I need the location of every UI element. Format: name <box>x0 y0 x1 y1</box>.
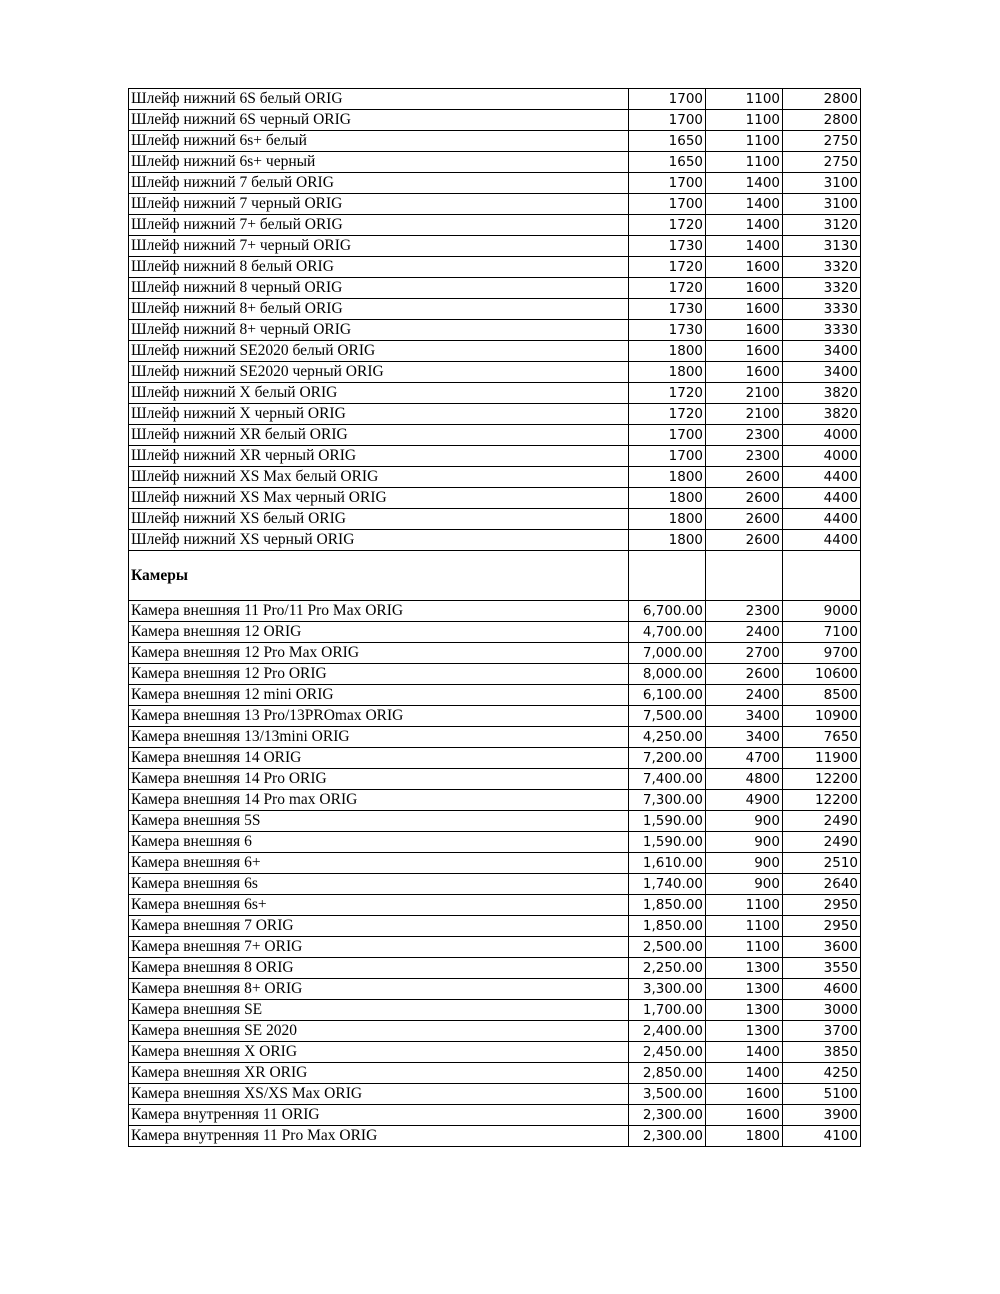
price-total-cell: 3820 <box>783 383 861 404</box>
price-2-cell: 900 <box>706 874 783 895</box>
item-name-cell: Камера внешняя 8 ORIG <box>129 958 629 979</box>
price-1-cell: 3,500.00 <box>629 1084 706 1105</box>
table-row <box>129 362 861 383</box>
item-name-cell: Шлейф нижний XS белый ORIG <box>129 509 629 530</box>
price-total-cell: 8500 <box>783 685 861 706</box>
price-2-cell: 2300 <box>706 446 783 467</box>
item-name-cell: Камера внешняя 12 ORIG <box>129 622 629 643</box>
price-1-cell: 1720 <box>629 215 706 236</box>
table-row <box>129 1126 861 1147</box>
price-1-cell: 6,700.00 <box>629 601 706 622</box>
item-name-cell: Шлейф нижний XS черный ORIG <box>129 530 629 551</box>
item-name-cell: Камера внешняя SE <box>129 1000 629 1021</box>
price-total-cell: 4250 <box>783 1063 861 1084</box>
table-row <box>129 916 861 937</box>
price-2-cell: 2100 <box>706 404 783 425</box>
price-2-cell: 1400 <box>706 1042 783 1063</box>
item-name-cell: Шлейф нижний 6S черный ORIG <box>129 110 629 131</box>
table-row <box>129 215 861 236</box>
price-2-cell: 1100 <box>706 937 783 958</box>
price-total-cell: 2510 <box>783 853 861 874</box>
section-header-row <box>129 551 861 601</box>
price-2-cell: 4700 <box>706 748 783 769</box>
table-row <box>129 110 861 131</box>
price-2-cell: 2100 <box>706 383 783 404</box>
item-name-cell: Шлейф нижний 8+ белый ORIG <box>129 299 629 320</box>
price-1-cell: 1,610.00 <box>629 853 706 874</box>
item-name-cell: Камера внешняя 5S <box>129 811 629 832</box>
table-row <box>129 278 861 299</box>
price-2-cell: 2700 <box>706 643 783 664</box>
price-2-cell: 2400 <box>706 685 783 706</box>
item-name-cell: Шлейф нижний 6s+ черный <box>129 152 629 173</box>
item-name-cell: Камера внешняя 14 ORIG <box>129 748 629 769</box>
price-total-cell: 4000 <box>783 446 861 467</box>
price-total-cell: 2800 <box>783 110 861 131</box>
table-row <box>129 1063 861 1084</box>
item-name-cell: Камера внешняя X ORIG <box>129 1042 629 1063</box>
price-2-cell: 1800 <box>706 1126 783 1147</box>
table-row <box>129 643 861 664</box>
price-2-cell: 1600 <box>706 299 783 320</box>
price-2-cell: 1400 <box>706 215 783 236</box>
table-row <box>129 601 861 622</box>
item-name-cell: Камера внешняя XR ORIG <box>129 1063 629 1084</box>
item-name-cell: Шлейф нижний 7 черный ORIG <box>129 194 629 215</box>
price-2-cell: 3400 <box>706 727 783 748</box>
item-name-cell: Камера внешняя 12 mini ORIG <box>129 685 629 706</box>
price-total-cell: 10900 <box>783 706 861 727</box>
price-total-cell: 9700 <box>783 643 861 664</box>
price-1-cell: 2,300.00 <box>629 1105 706 1126</box>
price-1-cell: 1,590.00 <box>629 811 706 832</box>
price-total-cell: 3600 <box>783 937 861 958</box>
item-name-cell: Шлейф нижний 8 черный ORIG <box>129 278 629 299</box>
price-2-cell: 2400 <box>706 622 783 643</box>
price-total-cell: 12200 <box>783 790 861 811</box>
price-1-cell: 1800 <box>629 467 706 488</box>
price-total-cell: 2950 <box>783 916 861 937</box>
price-1-cell: 7,300.00 <box>629 790 706 811</box>
price-total-cell: 3320 <box>783 278 861 299</box>
table-row <box>129 895 861 916</box>
price-2-cell: 2600 <box>706 664 783 685</box>
price-1-cell: 7,500.00 <box>629 706 706 727</box>
item-name-cell: Камера внешняя 11 Pro/11 Pro Max ORIG <box>129 601 629 622</box>
price-1-cell: 1730 <box>629 236 706 257</box>
item-name-cell: Шлейф нижний 8 белый ORIG <box>129 257 629 278</box>
price-2-cell: 1600 <box>706 320 783 341</box>
price-2-cell: 1600 <box>706 257 783 278</box>
table-row <box>129 1000 861 1021</box>
price-1-cell: 1800 <box>629 488 706 509</box>
table-row <box>129 425 861 446</box>
price-1-cell: 2,250.00 <box>629 958 706 979</box>
item-name-cell: Камера внешняя SE 2020 <box>129 1021 629 1042</box>
price-2-cell: 2300 <box>706 425 783 446</box>
item-name-cell: Шлейф нижний SE2020 черный ORIG <box>129 362 629 383</box>
price-1-cell: 1800 <box>629 509 706 530</box>
item-name-cell: Камера внешняя 12 Pro Max ORIG <box>129 643 629 664</box>
price-1-cell: 1,740.00 <box>629 874 706 895</box>
item-name-cell: Камера внешняя XS/XS Max ORIG <box>129 1084 629 1105</box>
price-1-cell: 1650 <box>629 152 706 173</box>
price-1-cell: 1730 <box>629 299 706 320</box>
price-total-cell: 2640 <box>783 874 861 895</box>
price-total-cell: 3700 <box>783 1021 861 1042</box>
price-2-cell: 1100 <box>706 131 783 152</box>
price-1-cell: 2,400.00 <box>629 1021 706 1042</box>
item-name-cell: Шлейф нижний XS Max белый ORIG <box>129 467 629 488</box>
item-name-cell: Камера внешняя 6+ <box>129 853 629 874</box>
table-row <box>129 320 861 341</box>
table-row <box>129 257 861 278</box>
table-row <box>129 664 861 685</box>
price-total-cell: 7650 <box>783 727 861 748</box>
table-row <box>129 446 861 467</box>
price-1-cell: 6,100.00 <box>629 685 706 706</box>
price-1-cell: 1730 <box>629 320 706 341</box>
table-row <box>129 811 861 832</box>
price-2-cell: 1600 <box>706 278 783 299</box>
price-1-cell: 1,700.00 <box>629 1000 706 1021</box>
price-2-cell: 1100 <box>706 895 783 916</box>
price-2-cell: 1100 <box>706 110 783 131</box>
price-2-cell: 1600 <box>706 341 783 362</box>
table-row <box>129 341 861 362</box>
price-1-cell: 1800 <box>629 341 706 362</box>
price-1-cell: 1700 <box>629 446 706 467</box>
price-total-cell: 3000 <box>783 1000 861 1021</box>
price-1-cell: 4,700.00 <box>629 622 706 643</box>
section-empty-cell <box>783 551 861 601</box>
item-name-cell: Шлейф нижний XR белый ORIG <box>129 425 629 446</box>
price-total-cell: 2950 <box>783 895 861 916</box>
section-empty-cell <box>629 551 706 601</box>
price-total-cell: 2490 <box>783 811 861 832</box>
table-row <box>129 89 861 110</box>
table-row <box>129 622 861 643</box>
price-1-cell: 1700 <box>629 194 706 215</box>
price-total-cell: 12200 <box>783 769 861 790</box>
item-name-cell: Камера внешняя 6s+ <box>129 895 629 916</box>
price-total-cell: 4000 <box>783 425 861 446</box>
table-row <box>129 467 861 488</box>
price-1-cell: 1700 <box>629 425 706 446</box>
price-total-cell: 4400 <box>783 467 861 488</box>
price-2-cell: 2600 <box>706 488 783 509</box>
item-name-cell: Камера внешняя 8+ ORIG <box>129 979 629 1000</box>
item-name-cell: Шлейф нижний 6s+ белый <box>129 131 629 152</box>
item-name-cell: Шлейф нижний XR черный ORIG <box>129 446 629 467</box>
price-total-cell: 2490 <box>783 832 861 853</box>
price-total-cell: 11900 <box>783 748 861 769</box>
price-2-cell: 900 <box>706 853 783 874</box>
item-name-cell: Камера внешняя 6s <box>129 874 629 895</box>
price-total-cell: 3130 <box>783 236 861 257</box>
item-name-cell: Камера внешняя 7+ ORIG <box>129 937 629 958</box>
table-row <box>129 706 861 727</box>
table-row <box>129 131 861 152</box>
item-name-cell: Камера внутренняя 11 ORIG <box>129 1105 629 1126</box>
table-row <box>129 853 861 874</box>
price-2-cell: 900 <box>706 811 783 832</box>
price-total-cell: 4400 <box>783 509 861 530</box>
price-1-cell: 1700 <box>629 110 706 131</box>
item-name-cell: Камера внешняя 13/13mini ORIG <box>129 727 629 748</box>
section-title: Камеры <box>129 551 629 601</box>
price-total-cell: 2800 <box>783 89 861 110</box>
price-2-cell: 2300 <box>706 601 783 622</box>
item-name-cell: Шлейф нижний SE2020 белый ORIG <box>129 341 629 362</box>
price-1-cell: 1,590.00 <box>629 832 706 853</box>
item-name-cell: Камера внешняя 12 Pro ORIG <box>129 664 629 685</box>
price-2-cell: 2600 <box>706 467 783 488</box>
price-total-cell: 3100 <box>783 194 861 215</box>
table-row <box>129 1042 861 1063</box>
price-2-cell: 3400 <box>706 706 783 727</box>
table-row <box>129 152 861 173</box>
price-2-cell: 1600 <box>706 362 783 383</box>
price-table <box>128 88 861 1147</box>
item-name-cell: Камера внешняя 6 <box>129 832 629 853</box>
price-2-cell: 2600 <box>706 530 783 551</box>
price-2-cell: 1100 <box>706 152 783 173</box>
price-1-cell: 7,200.00 <box>629 748 706 769</box>
price-1-cell: 2,300.00 <box>629 1126 706 1147</box>
item-name-cell: Шлейф нижний 7+ белый ORIG <box>129 215 629 236</box>
price-2-cell: 1300 <box>706 979 783 1000</box>
price-1-cell: 8,000.00 <box>629 664 706 685</box>
price-total-cell: 3900 <box>783 1105 861 1126</box>
item-name-cell: Камера внешняя 7 ORIG <box>129 916 629 937</box>
price-total-cell: 3850 <box>783 1042 861 1063</box>
item-name-cell: Шлейф нижний 8+ черный ORIG <box>129 320 629 341</box>
price-total-cell: 3400 <box>783 341 861 362</box>
price-1-cell: 2,450.00 <box>629 1042 706 1063</box>
price-1-cell: 2,500.00 <box>629 937 706 958</box>
price-1-cell: 1700 <box>629 173 706 194</box>
price-total-cell: 3330 <box>783 299 861 320</box>
price-2-cell: 1400 <box>706 1063 783 1084</box>
price-2-cell: 900 <box>706 832 783 853</box>
price-1-cell: 1,850.00 <box>629 916 706 937</box>
section-empty-cell <box>706 551 783 601</box>
price-1-cell: 1,850.00 <box>629 895 706 916</box>
table-row <box>129 937 861 958</box>
price-total-cell: 4400 <box>783 530 861 551</box>
price-total-cell: 3400 <box>783 362 861 383</box>
price-total-cell: 4100 <box>783 1126 861 1147</box>
price-1-cell: 1650 <box>629 131 706 152</box>
price-total-cell: 3820 <box>783 404 861 425</box>
price-1-cell: 1720 <box>629 404 706 425</box>
table-row <box>129 1021 861 1042</box>
table-row <box>129 383 861 404</box>
table-row <box>129 727 861 748</box>
price-2-cell: 1400 <box>706 194 783 215</box>
price-total-cell: 3330 <box>783 320 861 341</box>
price-total-cell: 7100 <box>783 622 861 643</box>
price-2-cell: 4900 <box>706 790 783 811</box>
table-row <box>129 685 861 706</box>
table-row <box>129 236 861 257</box>
price-2-cell: 1100 <box>706 916 783 937</box>
price-2-cell: 1300 <box>706 1021 783 1042</box>
price-2-cell: 1400 <box>706 236 783 257</box>
table-row <box>129 832 861 853</box>
table-row <box>129 1084 861 1105</box>
table-row <box>129 488 861 509</box>
item-name-cell: Камера внешняя 14 Pro ORIG <box>129 769 629 790</box>
table-row <box>129 748 861 769</box>
table-row <box>129 404 861 425</box>
item-name-cell: Шлейф нижний 6S белый ORIG <box>129 89 629 110</box>
price-2-cell: 1300 <box>706 1000 783 1021</box>
price-2-cell: 1100 <box>706 89 783 110</box>
price-total-cell: 4600 <box>783 979 861 1000</box>
price-2-cell: 4800 <box>706 769 783 790</box>
price-table-body <box>129 89 861 1147</box>
table-row <box>129 874 861 895</box>
item-name-cell: Шлейф нижний X черный ORIG <box>129 404 629 425</box>
price-1-cell: 1800 <box>629 530 706 551</box>
price-total-cell: 3100 <box>783 173 861 194</box>
price-total-cell: 10600 <box>783 664 861 685</box>
item-name-cell: Камера внутренняя 11 Pro Max ORIG <box>129 1126 629 1147</box>
item-name-cell: Камера внешняя 13 Pro/13PROmax ORIG <box>129 706 629 727</box>
price-total-cell: 3120 <box>783 215 861 236</box>
table-row <box>129 979 861 1000</box>
item-name-cell: Шлейф нижний 7+ черный ORIG <box>129 236 629 257</box>
item-name-cell: Шлейф нижний 7 белый ORIG <box>129 173 629 194</box>
price-2-cell: 2600 <box>706 509 783 530</box>
price-1-cell: 2,850.00 <box>629 1063 706 1084</box>
price-total-cell: 3550 <box>783 958 861 979</box>
price-2-cell: 1600 <box>706 1084 783 1105</box>
price-1-cell: 1800 <box>629 362 706 383</box>
table-row <box>129 958 861 979</box>
price-total-cell: 5100 <box>783 1084 861 1105</box>
table-row <box>129 299 861 320</box>
price-1-cell: 7,400.00 <box>629 769 706 790</box>
table-row <box>129 194 861 215</box>
table-row <box>129 769 861 790</box>
price-total-cell: 3320 <box>783 257 861 278</box>
price-2-cell: 1600 <box>706 1105 783 1126</box>
price-1-cell: 1720 <box>629 257 706 278</box>
price-total-cell: 2750 <box>783 131 861 152</box>
table-row <box>129 1105 861 1126</box>
price-1-cell: 7,000.00 <box>629 643 706 664</box>
item-name-cell: Шлейф нижний X белый ORIG <box>129 383 629 404</box>
price-1-cell: 3,300.00 <box>629 979 706 1000</box>
table-row <box>129 530 861 551</box>
price-1-cell: 1720 <box>629 383 706 404</box>
price-1-cell: 1700 <box>629 89 706 110</box>
price-1-cell: 4,250.00 <box>629 727 706 748</box>
price-2-cell: 1400 <box>706 173 783 194</box>
table-row <box>129 173 861 194</box>
item-name-cell: Шлейф нижний XS Max черный ORIG <box>129 488 629 509</box>
price-total-cell: 9000 <box>783 601 861 622</box>
price-2-cell: 1300 <box>706 958 783 979</box>
price-total-cell: 2750 <box>783 152 861 173</box>
price-total-cell: 4400 <box>783 488 861 509</box>
item-name-cell: Камера внешняя 14 Pro max ORIG <box>129 790 629 811</box>
price-1-cell: 1720 <box>629 278 706 299</box>
table-row <box>129 509 861 530</box>
table-row <box>129 790 861 811</box>
